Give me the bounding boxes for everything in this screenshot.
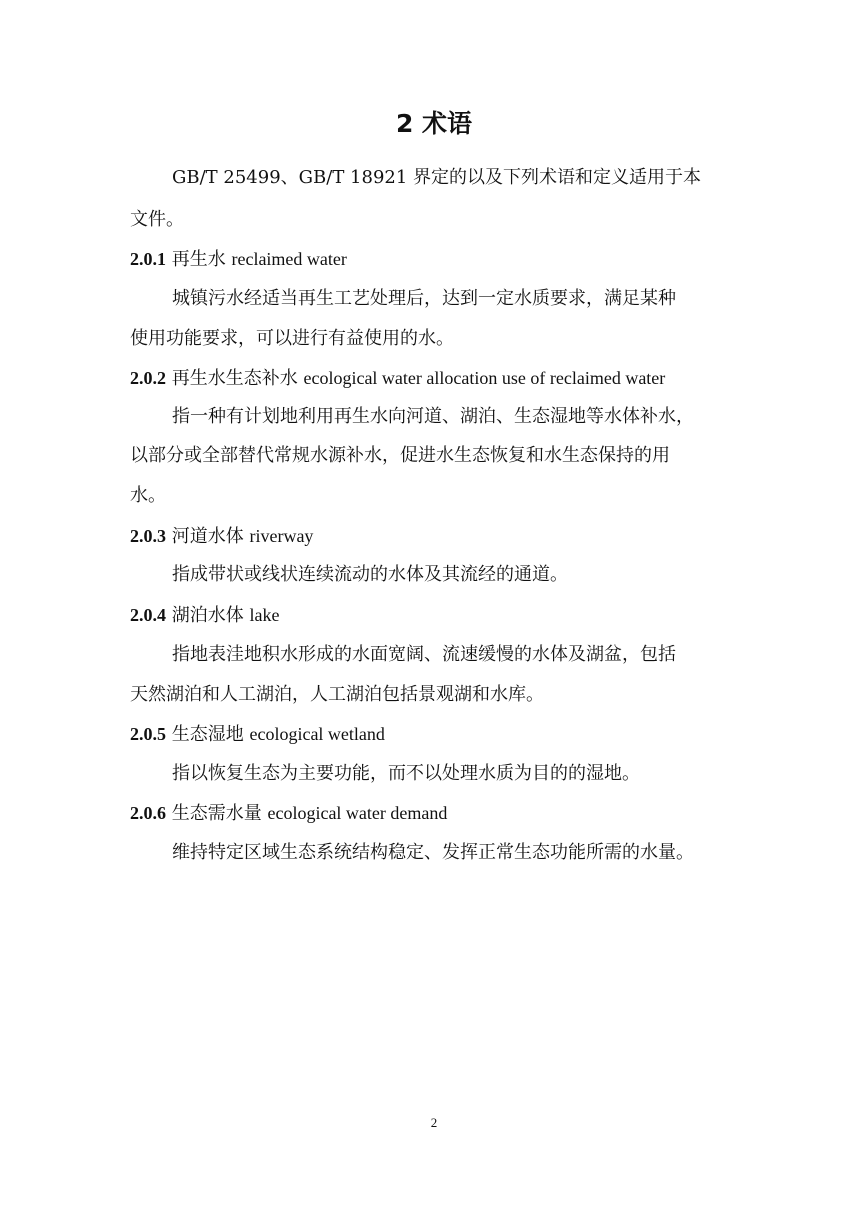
intro-line-1: GB/T 25499、GB/T 18921 界定的以及下列术语和定义适用于本 (172, 167, 702, 188)
term-heading-2-0-5 (130, 722, 385, 747)
term-def-line: 以部分或全部替代常规水源补水，促进水生态恢复和水生态保持的用 (130, 445, 670, 466)
term-heading-2-0-1 (130, 247, 347, 272)
term-zh: 湖泊水体 (171, 605, 244, 626)
term-def-line: 指成带状或线状连续流动的水体及其流经的通道。 (172, 564, 568, 585)
term-en: ecological water demand (267, 803, 448, 823)
term-def-line: 维持特定区域生态系统结构稳定、发挥正常生态功能所需的水量。 (172, 842, 694, 863)
term-def-line: 指以恢复生态为主要功能，而不以处理水质为目的的湿地。 (172, 763, 640, 784)
term-zh: 河道水体 (171, 526, 244, 547)
term-en: ecological wetland (249, 724, 385, 744)
term-heading-2-0-4 (130, 603, 279, 628)
term-heading-2-0-2 (130, 366, 665, 391)
intro-line-2: 文件。 (130, 209, 184, 230)
term-zh: 生态湿地 (171, 724, 244, 745)
term-def-line: 城镇污水经适当再生工艺处理后，达到一定水质要求，满足某种 (172, 288, 676, 309)
term-def-line: 指一种有计划地利用再生水向河道、湖泊、生态湿地等水体补水， (172, 406, 694, 427)
term-en: riverway (249, 526, 314, 546)
section-title: 2 术语 (395, 109, 473, 138)
term-zh: 再生水 (171, 249, 226, 270)
term-heading-2-0-6 (130, 801, 447, 826)
term-en: ecological water allocation use of reclaimed water (303, 368, 666, 388)
term-number: 2.0.2 (130, 368, 166, 388)
term-number: 2.0.6 (130, 803, 166, 823)
term-number: 2.0.1 (130, 249, 166, 269)
page-number: 2 (430, 1115, 438, 1130)
term-zh: 生态需水量 (171, 803, 262, 824)
term-number: 2.0.3 (130, 526, 166, 546)
term-def-line: 指地表洼地积水形成的水面宽阔、流速缓慢的水体及湖盆，包括 (172, 644, 676, 665)
term-number: 2.0.4 (130, 605, 166, 625)
term-en: lake (249, 605, 280, 625)
term-def-line: 天然湖泊和人工湖泊，人工湖泊包括景观湖和水库。 (130, 684, 544, 705)
term-zh: 再生水生态补水 (171, 368, 298, 389)
term-heading-2-0-3 (130, 524, 313, 549)
term-en: reclaimed water (231, 249, 347, 269)
term-def-line: 使用功能要求，可以进行有益使用的水。 (130, 328, 454, 349)
term-def-line: 水。 (130, 485, 166, 506)
term-number: 2.0.5 (130, 724, 166, 744)
